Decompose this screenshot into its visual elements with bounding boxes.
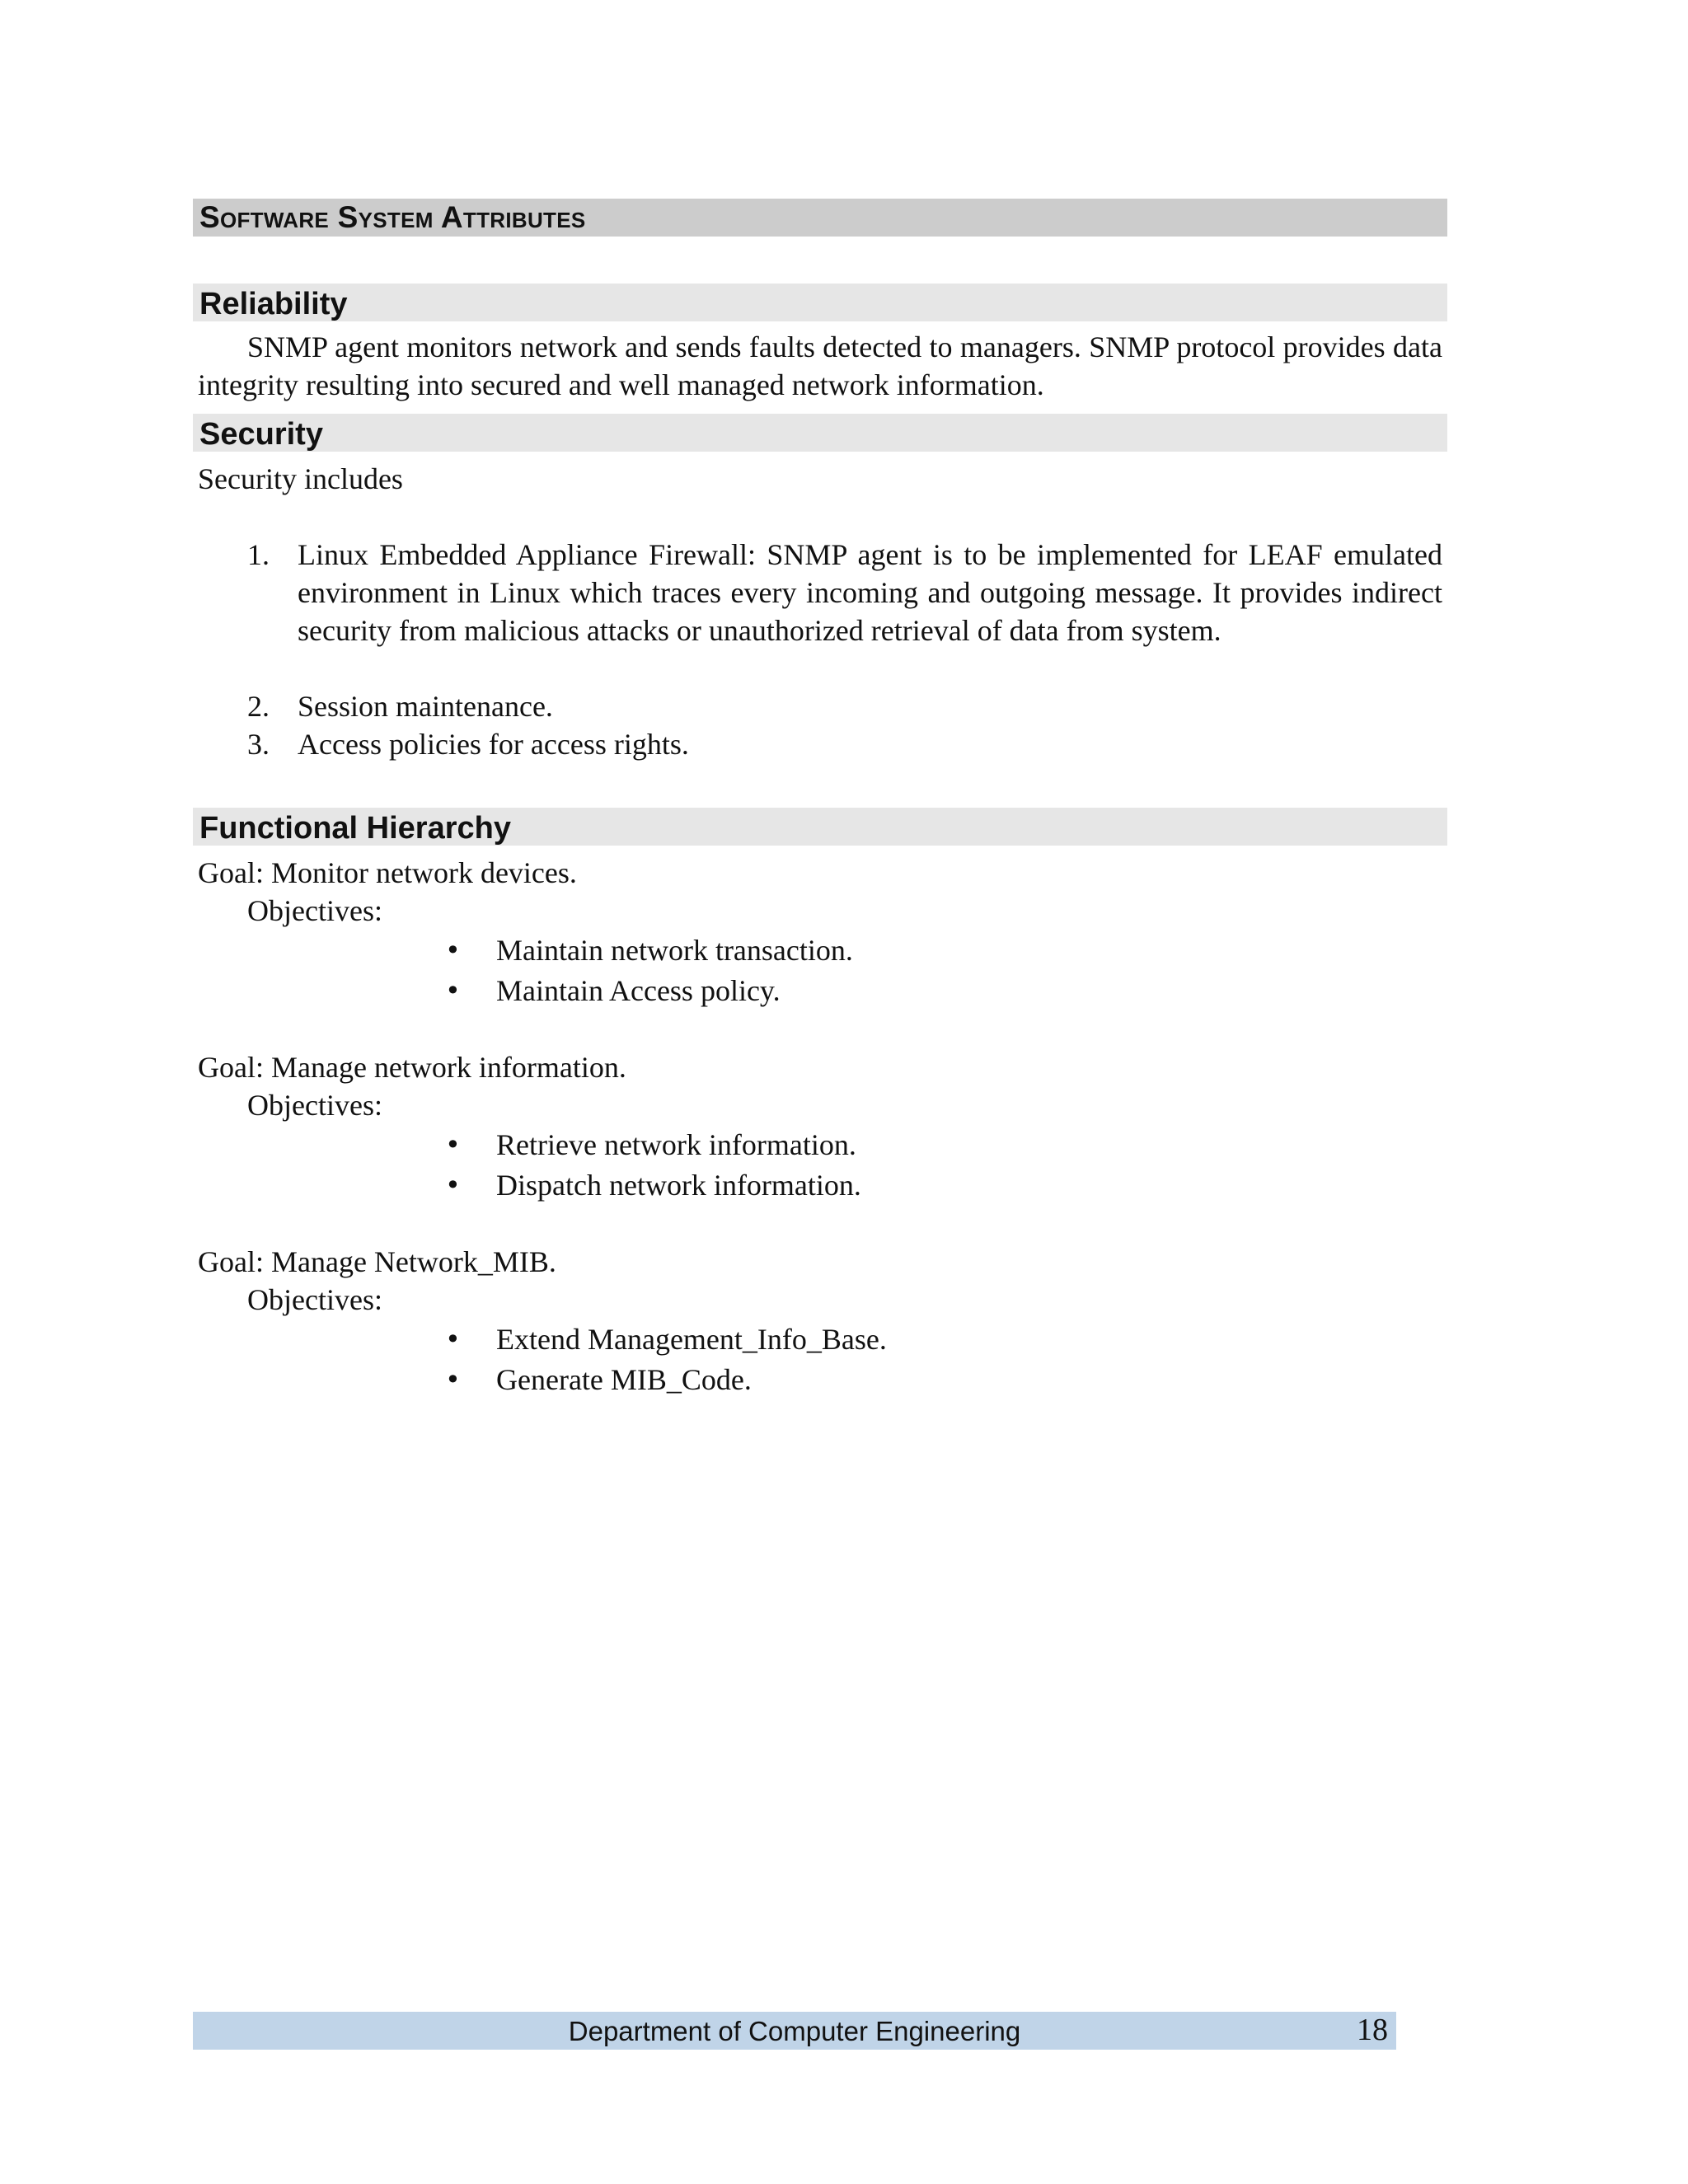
objective-text: Retrieve network information. <box>496 1128 856 1161</box>
goal-title: Goal: Monitor network devices. <box>198 856 577 889</box>
list-item-text: Linux Embedded Appliance Firewall: SNMP agent is to be implemented for LEAF emulated environment in Linux which traces every incoming and outgoing message. It provides indirect security from malicious attacks or unauthorized retrieval of data from system. <box>298 538 1442 647</box>
goal-title: Goal: Manage Network_MIB. <box>198 1245 556 1278</box>
bullet-icon: • <box>445 935 461 966</box>
security-list-item-2 <box>247 687 1442 725</box>
list-item-text: Access policies for access rights. <box>298 728 689 761</box>
security-list-item-1 <box>247 536 1442 649</box>
objective-text: Maintain Access policy. <box>496 974 781 1007</box>
footer-department: Department of Computer Engineering <box>568 2016 1021 2046</box>
list-number: 3. <box>247 728 270 761</box>
objective-item <box>445 972 781 1010</box>
reliability-paragraph: SNMP agent monitors network and sends faults detected to managers. SNMP protocol provides data integrity resulting into secured and well managed network information. <box>198 330 1442 401</box>
objective-text: Maintain network transaction. <box>496 934 853 967</box>
objective-text: Dispatch network information. <box>496 1169 861 1202</box>
goal-title: Goal: Manage network information. <box>198 1051 626 1084</box>
page-number: 18 <box>1357 2013 1388 2047</box>
list-number: 2. <box>247 690 270 723</box>
security-intro: Security includes <box>198 462 403 495</box>
objective-item <box>445 1166 861 1204</box>
objectives-label: Objectives: <box>247 1089 382 1122</box>
functional-hierarchy-heading: Functional Hierarchy <box>193 808 1447 846</box>
bullet-icon: • <box>445 1324 461 1355</box>
objective-text: Generate MIB_Code. <box>496 1363 752 1396</box>
objective-text: Extend Management_Info_Base. <box>496 1323 887 1356</box>
list-number: 1. <box>247 538 270 571</box>
bullet-icon: • <box>445 1129 461 1160</box>
objective-item <box>445 1320 887 1358</box>
objective-item <box>445 1361 752 1399</box>
section-title: Software System Attributes <box>193 199 1447 237</box>
security-heading: Security <box>193 414 1447 452</box>
page-footer <box>193 2012 1396 2050</box>
objective-item <box>445 1126 856 1164</box>
bullet-icon: • <box>445 1169 461 1201</box>
objective-item <box>445 931 853 969</box>
list-item-text: Session maintenance. <box>298 690 553 723</box>
security-list-item-3 <box>247 725 1442 763</box>
reliability-heading: Reliability <box>193 284 1447 321</box>
objectives-label: Objectives: <box>247 894 382 927</box>
bullet-icon: • <box>445 1364 461 1395</box>
bullet-icon: • <box>445 975 461 1006</box>
objectives-label: Objectives: <box>247 1283 382 1316</box>
